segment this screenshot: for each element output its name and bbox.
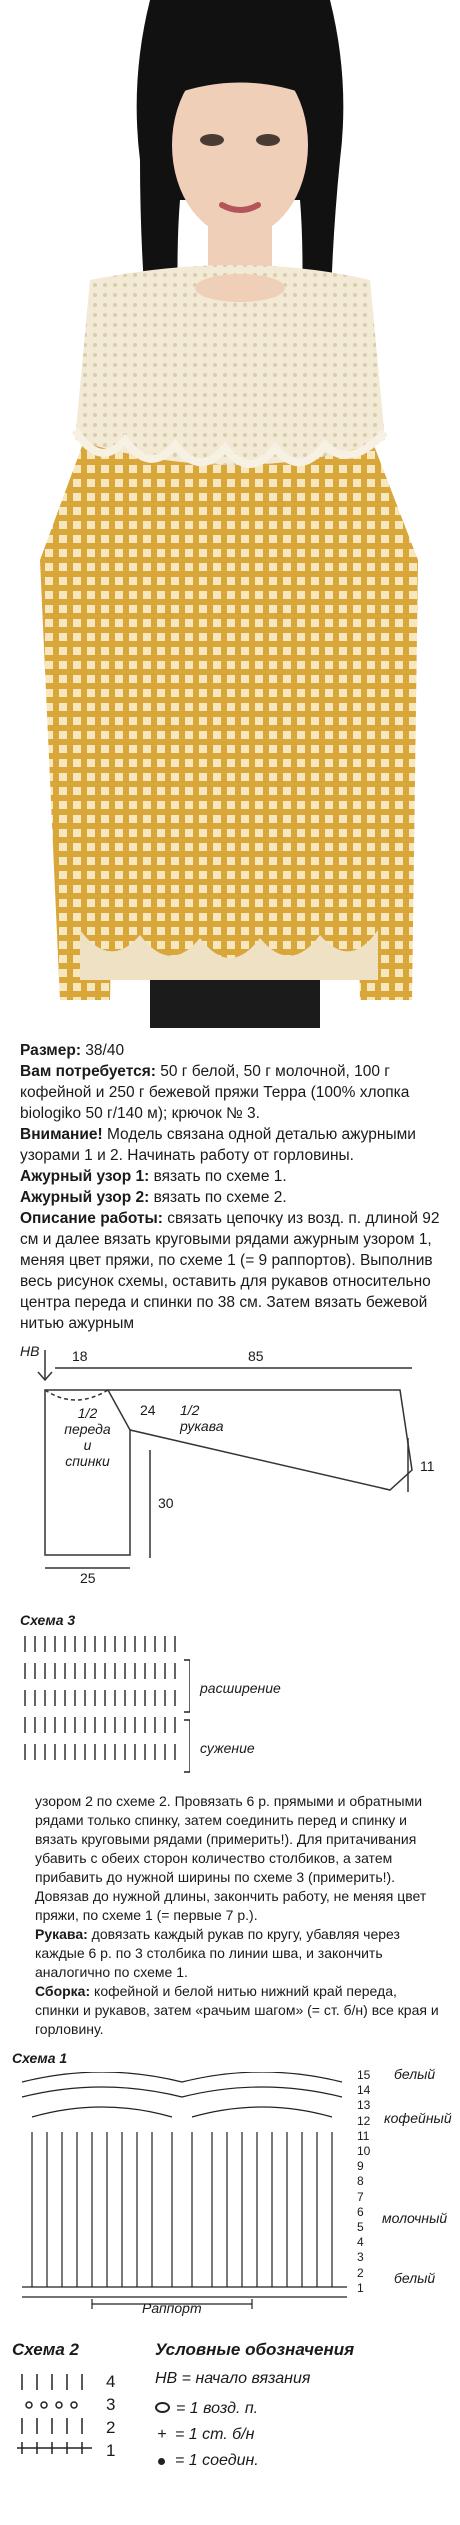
scheme2-chart (12, 2370, 102, 2465)
row-number: 4 (357, 2235, 364, 2250)
rapport-label: Раппорт (142, 2300, 202, 2316)
continuation-p1: узором 2 по схеме 2. Провязать 6 р. прямыми и обратными рядами только спинку, затем соединить перед и спинку и вязать круговыми рядами (примерить!). Для притачивания убавить с обеих сторон количество столбиков, а затем прибавить до нужной ширины по схеме 3 (примерить!). Довязав до нужной длины, закончить работу, не меняя цвет пряжи, по схеме 1 (= первые 7 р.). (35, 1793, 427, 1923)
row-number: 11 (357, 2128, 370, 2143)
desc-label: Описание работы: (20, 1210, 163, 1227)
scheme1-row-numbers (357, 2068, 377, 2296)
height-11: 11 (420, 1458, 435, 1474)
scheme3-chart (20, 1632, 190, 1782)
pattern-diagram (20, 1340, 450, 1590)
desc-value: связать цепочку из возд. п. длиной 92 см и далее вязать круговыми рядами ажурным узором 1, меняя цвет пряжи, по схеме 1 (= 9 раппортов). Выполнив весь рисунок схемы, оставить для рукавов относительно центра переда и спинки по 38 см. Затем вязать бежевой нитью ажурным (20, 1210, 440, 1332)
need-value: 50 г белой, 50 г молочной, 100 г кофейной и 250 г бежевой пряжи Терра (100% хлопка biologiko 50 г/140 м); крючок № 3. (20, 1063, 410, 1122)
sleeves-value: довязать каждый рукав по кругу, убавляя через каждые 6 р. по 3 столбика по линии шва, и закончить аналогично по схеме 1. (35, 1926, 400, 1980)
half-sleeve-label: 1/2 рукава (180, 1402, 224, 1434)
scheme2-title: Схема 2 (12, 2340, 79, 2359)
width-18: 18 (72, 1348, 88, 1364)
chain-symbol-icon (155, 2402, 170, 2413)
row-number: 5 (357, 2220, 364, 2235)
row-number: 6 (357, 2204, 364, 2219)
row-number: 9 (357, 2159, 364, 2174)
half-front-label: 1/2 переда и спинки (64, 1405, 111, 1469)
scheme1-chart (12, 2072, 372, 2312)
color-milk: молочный (382, 2210, 448, 2226)
row-number: 3 (357, 2250, 364, 2265)
attention-label: Внимание! (20, 1126, 103, 1143)
row-number: 10 (357, 2144, 371, 2159)
intro-text (20, 1040, 445, 1334)
narrowing-label: сужение (200, 1740, 255, 1756)
row-number: 12 (357, 2113, 371, 2128)
hb-label: НВ (20, 1343, 40, 1359)
width-25: 25 (80, 1570, 96, 1586)
color-coffee: кофейный (384, 2110, 452, 2126)
row-number: 8 (357, 2174, 364, 2189)
row-number: 14 (357, 2083, 371, 2098)
width-24: 24 (140, 1402, 156, 1418)
legend-slip: = 1 соедин. (155, 2448, 455, 2474)
pattern1-label: Ажурный узор 1: (20, 1168, 150, 1185)
pattern2-label: Ажурный узор 2: (20, 1189, 150, 1206)
legend-sc: + = 1 ст. б/н (155, 2422, 455, 2448)
row-number: 1 (106, 2441, 116, 2460)
assembly-value: кофейной и белой нитью нижний край переда, спинки и рукавов, затем «рачьим шагом» (= ст. б/н) все края и горловину. (35, 1983, 439, 2037)
scheme2 (12, 2340, 142, 2500)
color-white-top: белый (394, 2066, 436, 2082)
sleeves-label: Рукава: (35, 1926, 88, 1942)
scheme1 (12, 2050, 452, 2325)
height-30: 30 (158, 1495, 174, 1511)
row-number: 3 (106, 2395, 116, 2414)
legend (155, 2340, 455, 2520)
pattern2-value: вязать по схеме 2. (149, 1189, 287, 1206)
scheme2-row-numbers (106, 2370, 115, 2462)
size-value: 38/40 (80, 1042, 125, 1059)
expansion-label: расширение (200, 1680, 281, 1696)
row-number: 1 (357, 2280, 364, 2295)
scheme1-title: Схема 1 (12, 2050, 68, 2066)
need-label: Вам потребуется: (20, 1063, 156, 1080)
pattern1-value: вязать по схеме 1. (149, 1168, 287, 1185)
legend-items (155, 2396, 455, 2474)
legend-title: Условные обозначения (155, 2340, 355, 2359)
slip-stitch-symbol-icon (158, 2458, 165, 2465)
assembly-label: Сборка: (35, 1983, 91, 1999)
color-white-bottom: белый (394, 2270, 436, 2286)
scheme3-title: Схема 3 (20, 1612, 76, 1628)
row-number: 15 (357, 2068, 371, 2082)
model-photo (0, 0, 460, 1028)
row-number: 13 (357, 2098, 371, 2113)
scheme3 (20, 1612, 450, 1787)
row-number: 2 (357, 2265, 364, 2280)
continuation-text (35, 1792, 440, 2039)
row-number: 7 (357, 2189, 364, 2204)
legend-chain: = 1 возд. п. (155, 2396, 455, 2422)
attention-value: Модель связана одной деталью ажурными узорами 1 и 2. Начинать работу от горловины. (20, 1126, 416, 1164)
row-number: 4 (106, 2372, 116, 2391)
size-label: Размер: (20, 1042, 81, 1059)
legend-hb: НВ = начало вязания (155, 2370, 311, 2387)
sweater-illustration (0, 0, 460, 1028)
width-85: 85 (248, 1348, 264, 1364)
row-number: 2 (106, 2418, 116, 2437)
single-crochet-symbol-icon: + (157, 2426, 167, 2443)
